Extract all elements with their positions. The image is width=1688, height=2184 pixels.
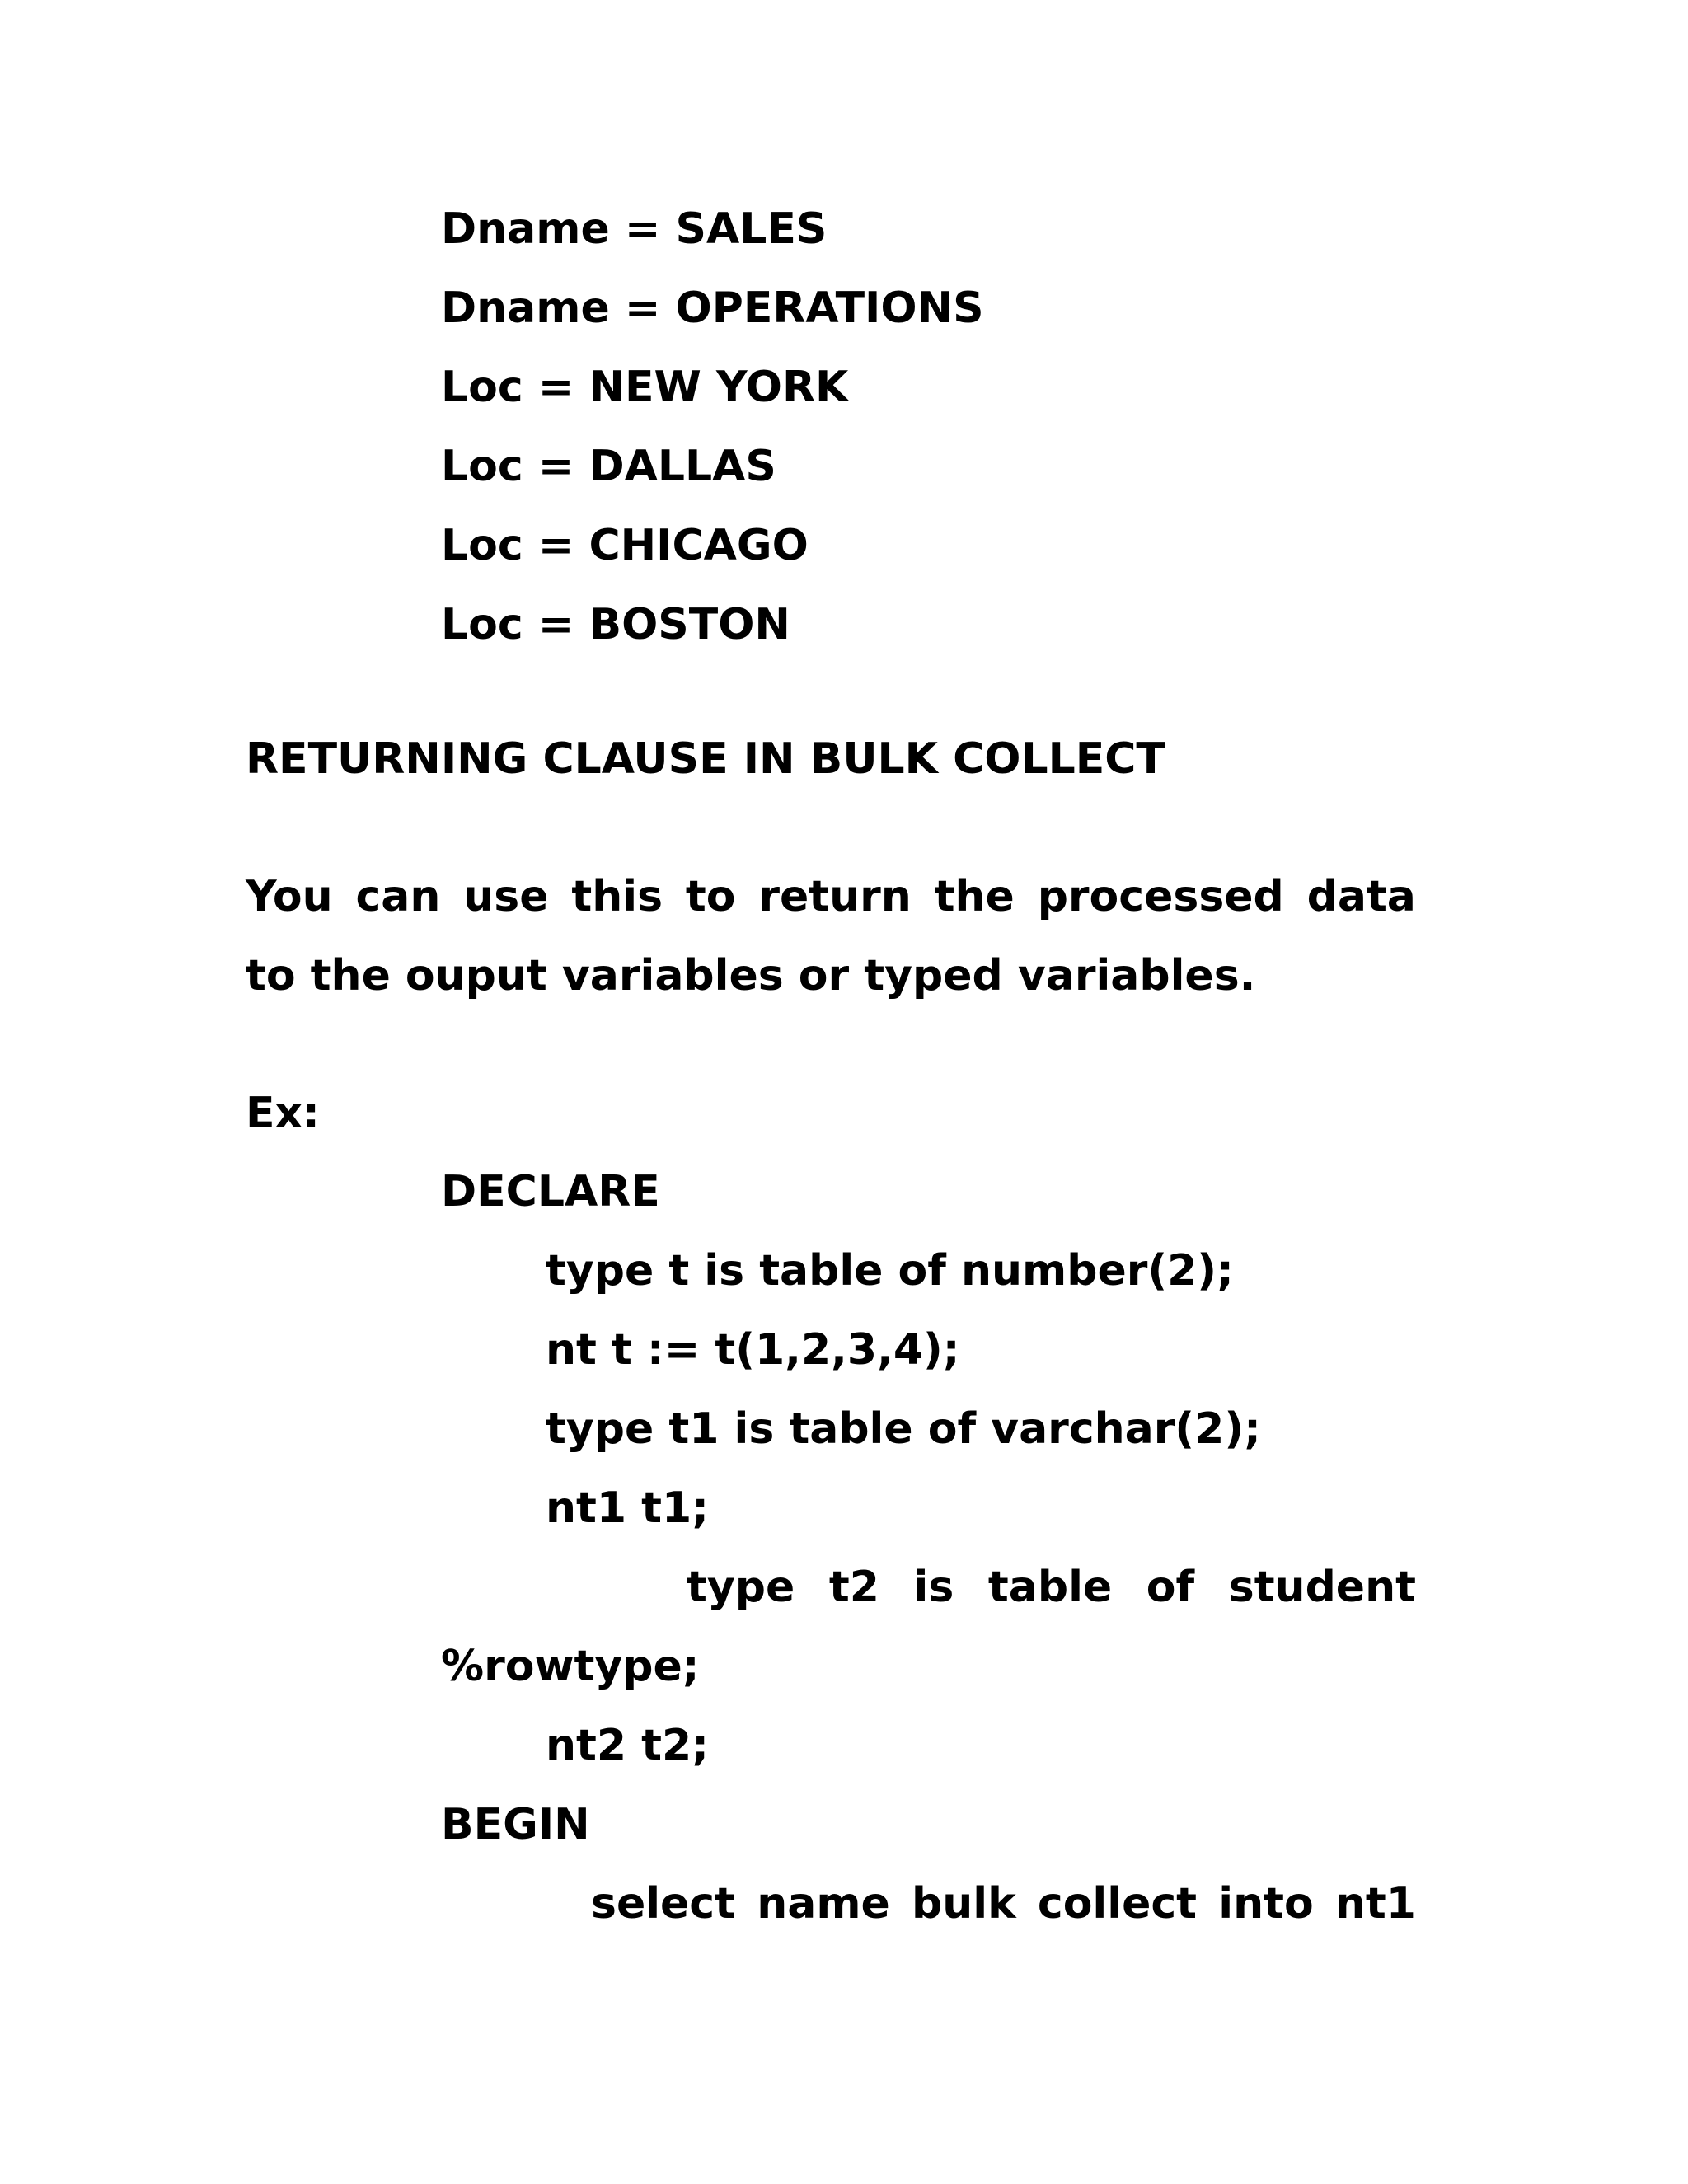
section-heading: RETURNING CLAUSE IN BULK COLLECT — [246, 734, 1165, 784]
word: student — [1228, 1563, 1416, 1612]
paragraph-line-2: to the ouput variables or typed variables. — [246, 951, 1256, 1001]
value-line: Dname = OPERATIONS — [441, 284, 984, 333]
paragraph-line-1 — [246, 872, 1416, 921]
code-line: type t is table of number(2); — [546, 1246, 1234, 1296]
word: t2 — [828, 1563, 879, 1612]
code-line: nt2 t2; — [546, 1721, 709, 1770]
code-line: type t1 is table of varchar(2); — [546, 1404, 1261, 1454]
word: return — [758, 872, 912, 921]
word: name — [757, 1879, 890, 1929]
word: can — [355, 872, 441, 921]
value-line: Loc = DALLAS — [441, 442, 776, 491]
code-begin: BEGIN — [441, 1800, 590, 1849]
value-line: Dname = SALES — [441, 204, 828, 254]
word: nt1 — [1334, 1879, 1416, 1929]
code-line: nt t := t(1,2,3,4); — [546, 1325, 960, 1375]
word: into — [1218, 1879, 1314, 1929]
word: is — [913, 1563, 954, 1612]
value-line: Loc = CHICAGO — [441, 521, 809, 570]
word: type — [687, 1563, 795, 1612]
word: data — [1306, 872, 1416, 921]
word: to — [685, 872, 736, 921]
word: bulk — [912, 1879, 1016, 1929]
code-line-justified — [687, 1563, 1416, 1612]
word: of — [1146, 1563, 1195, 1612]
word: You — [246, 872, 333, 921]
word: use — [463, 872, 549, 921]
code-line: %rowtype; — [441, 1642, 700, 1691]
word: processed — [1037, 872, 1284, 921]
code-line-justified — [591, 1879, 1416, 1929]
value-line: Loc = NEW YORK — [441, 363, 849, 412]
word: the — [934, 872, 1015, 921]
example-label: Ex: — [246, 1089, 320, 1138]
word: collect — [1037, 1879, 1198, 1929]
code-line: nt1 t1; — [546, 1483, 709, 1533]
word: table — [987, 1563, 1113, 1612]
word: select — [591, 1879, 735, 1929]
code-declare: DECLARE — [441, 1167, 660, 1216]
value-line: Loc = BOSTON — [441, 600, 790, 649]
word: this — [571, 872, 663, 921]
